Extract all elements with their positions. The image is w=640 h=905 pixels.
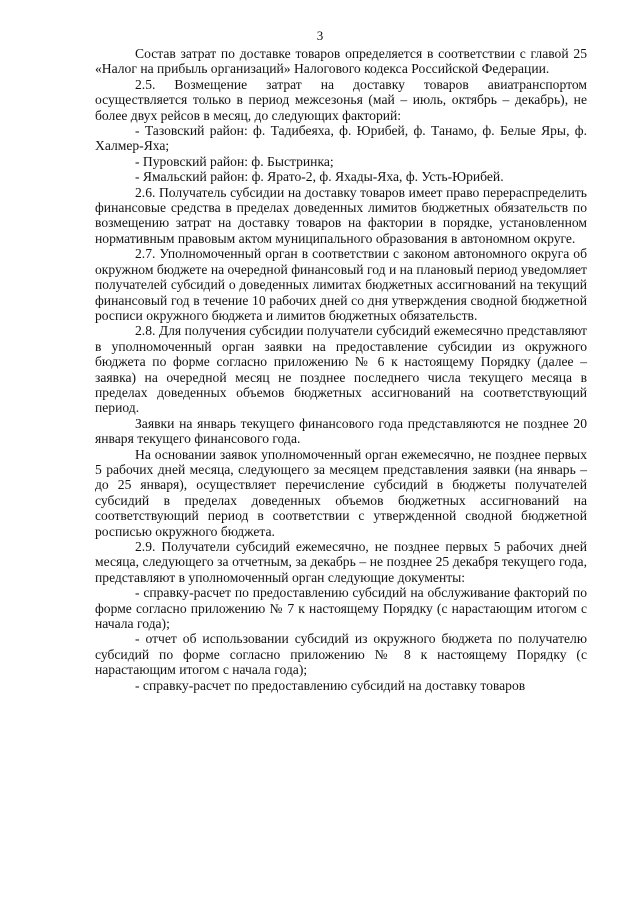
list-item-reference-calculation-service: - справку-расчет по предоставлению субсидий на обслуживание факторий по форме согласно приложению № 7 к настоящему Порядку (с нарастающим итогом с начала года); — [95, 585, 587, 632]
paragraph-cost-composition: Состав затрат по доставке товаров определяется в соответствии с главой 25 «Налог на прибыль организаций» Налогового кодекса Российской Федерации. — [95, 46, 587, 77]
page-number: 3 — [316, 28, 324, 43]
list-item-reference-calculation-delivery: - справку-расчет по предоставлению субсидий на доставку товаров — [135, 677, 526, 693]
list-item-usage-report: - отчет об использовании субсидий из окружного бюджета по получателю субсидий по форме согласно приложению № 8 к настоящему Порядку (с нарастающим итогом с начала года); — [95, 631, 587, 678]
paragraph-2-7: 2.7. Уполномоченный орган в соответствии с законом автономного округа об окружном бюджете на очередной финансовый год и на плановый период уведомляет получателей субсидий о доведенных лимитах бюджетных ассигнований на текущий финансовый год в течение 10 рабочих дней со дня утверждения сводной бюджетной росписи окружного бюджета и лимитов бюджетных обязательств. — [95, 246, 587, 323]
paragraph-2-5: 2.5. Возмещение затрат на доставку товаров авиатранспортом осуществляется только в период межсезонья (май – июль, октябрь – декабрь), не более двух рейсов в месяц, до следующих факторий: — [95, 76, 587, 123]
list-item-yamalsky: - Ямальский район: ф. Ярато-2, ф. Яхады-Яха, ф. Усть-Юрибей. — [135, 169, 504, 185]
paragraph-2-8: 2.8. Для получения субсидии получатели субсидий ежемесячно представляют в уполномоченный орган заявки на предоставление субсидии из окружного бюджета по форме согласно приложению № 6 к настоящему Порядку (далее – заявка) на очередной месяц не позднее последнего числа текущего месяца в пределах доведенных объемов бюджетных ассигнований на соответствующий период. — [95, 323, 587, 416]
document-body — [95, 46, 587, 693]
paragraph-2-6: 2.6. Получатель субсидии на доставку товаров имеет право перераспределить финансовые средства в пределах доведенных лимитов бюджетных обязательств по возмещению затрат на доставку товаров на фактории в порядке, установленном нормативным правовым актом муниципального образования в автономном округе. — [95, 184, 587, 246]
paragraph-january-requests: Заявки на январь текущего финансового года представляются не позднее 20 января текущего финансового года. — [95, 415, 587, 447]
paragraph-transfer: На основании заявок уполномоченный орган ежемесячно, не позднее первых 5 рабочих дней месяца, следующего за месяцем представления заявки (на январь – до 25 января), осуществляет перечисление субсидий в бюджеты получателей субсидий в пределах доведенных объемов бюджетных ассигнований на соответствующий период в соответствии с утвержденной сводной бюджетной росписью окружного бюджета. — [95, 446, 587, 539]
list-item-tazovsky: - Тазовский район: ф. Тадибеяха, ф. Юрибей, ф. Танамо, ф. Белые Яры, ф. Халмер-Яха; — [95, 123, 587, 154]
paragraph-2-9: 2.9. Получатели субсидий ежемесячно, не позднее первых 5 рабочих дней месяца, следующего за отчетным, за декабрь – не позднее 25 декабря текущего года, представляют в уполномоченный орган следующие документы: — [95, 539, 587, 585]
list-item-purovsky: - Пуровский район: ф. Быстринка; — [135, 153, 334, 169]
